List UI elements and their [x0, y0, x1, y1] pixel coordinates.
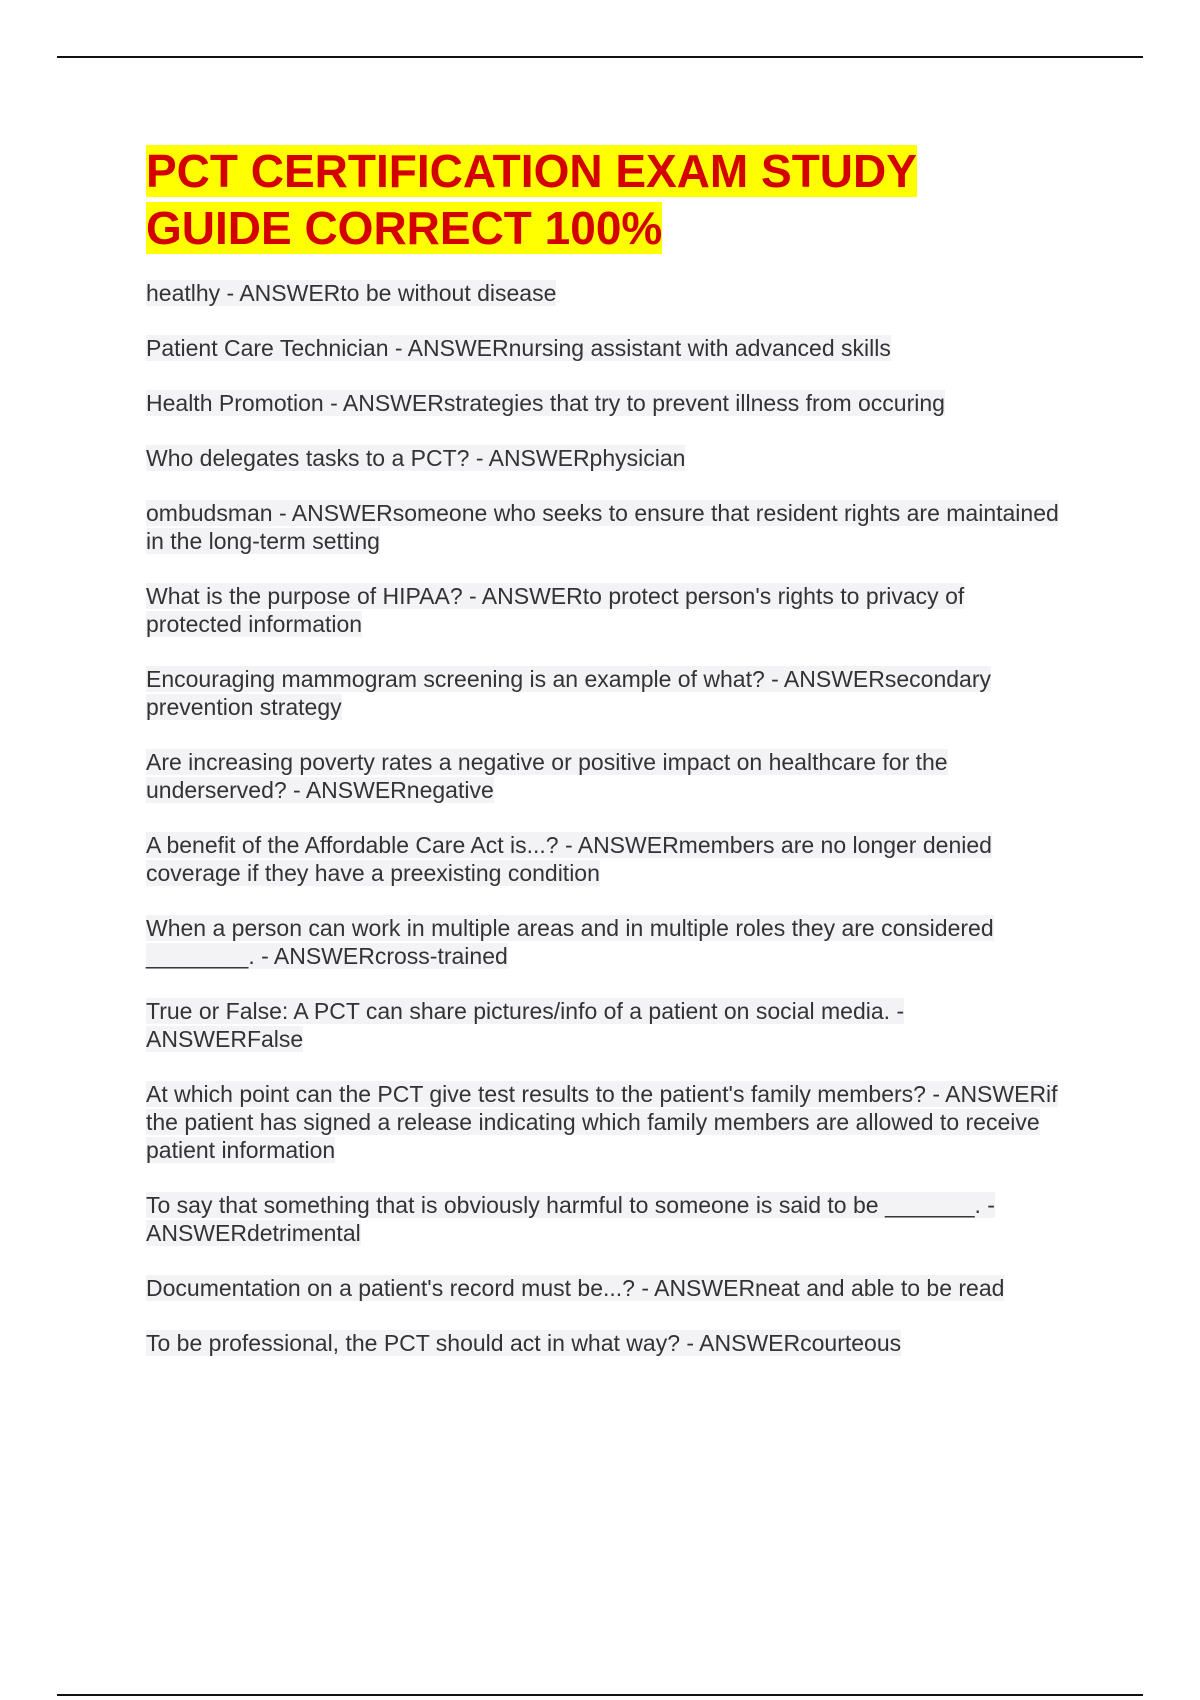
- qa-entry: What is the purpose of HIPAA? - ANSWERto protect person's rights to privacy of protected information: [146, 583, 965, 637]
- qa-entry: When a person can work in multiple areas and in multiple roles they are considered ________. - ANSWERcross-trained: [146, 915, 994, 969]
- qa-entry: Encouraging mammogram screening is an example of what? - ANSWERsecondary prevention strategy: [146, 666, 991, 720]
- qa-entry: ombudsman - ANSWERsomeone who seeks to ensure that resident rights are maintained in the long-term setting: [146, 500, 1059, 554]
- title-text: PCT CERTIFICATION EXAM STUDY GUIDE CORRECT 100%: [146, 145, 917, 254]
- qa-entry: A benefit of the Affordable Care Act is...? - ANSWERmembers are no longer denied coverage if they have a preexisting condition: [146, 832, 992, 886]
- bottom-rule: [57, 1694, 1143, 1696]
- qa-entry: Documentation on a patient's record must be...? - ANSWERneat and able to be read: [146, 1275, 1005, 1301]
- qa-entry: At which point can the PCT give test results to the patient's family members? - ANSWERif the patient has signed a release indicating which family members are allowed to receive patient information: [146, 1081, 1058, 1163]
- document-body: [146, 143, 1066, 1384]
- qa-entry: True or False: A PCT can share pictures/info of a patient on social media. - ANSWERFalse: [146, 998, 905, 1052]
- qa-entry: To say that something that is obviously harmful to someone is said to be _______. - ANSWERdetrimental: [146, 1192, 995, 1246]
- qa-entry: Are increasing poverty rates a negative or positive impact on healthcare for the underserved? - ANSWERnegative: [146, 749, 948, 803]
- qa-entry: Health Promotion - ANSWERstrategies that try to prevent illness from occuring: [146, 390, 945, 416]
- qa-entry: heatlhy - ANSWERto be without disease: [146, 280, 557, 306]
- qa-entry: Who delegates tasks to a PCT? - ANSWERphysician: [146, 445, 686, 471]
- document-title: [146, 143, 1066, 257]
- top-rule: [57, 56, 1143, 58]
- qa-entry: To be professional, the PCT should act in what way? - ANSWERcourteous: [146, 1330, 902, 1356]
- qa-entry: Patient Care Technician - ANSWERnursing assistant with advanced skills: [146, 335, 891, 361]
